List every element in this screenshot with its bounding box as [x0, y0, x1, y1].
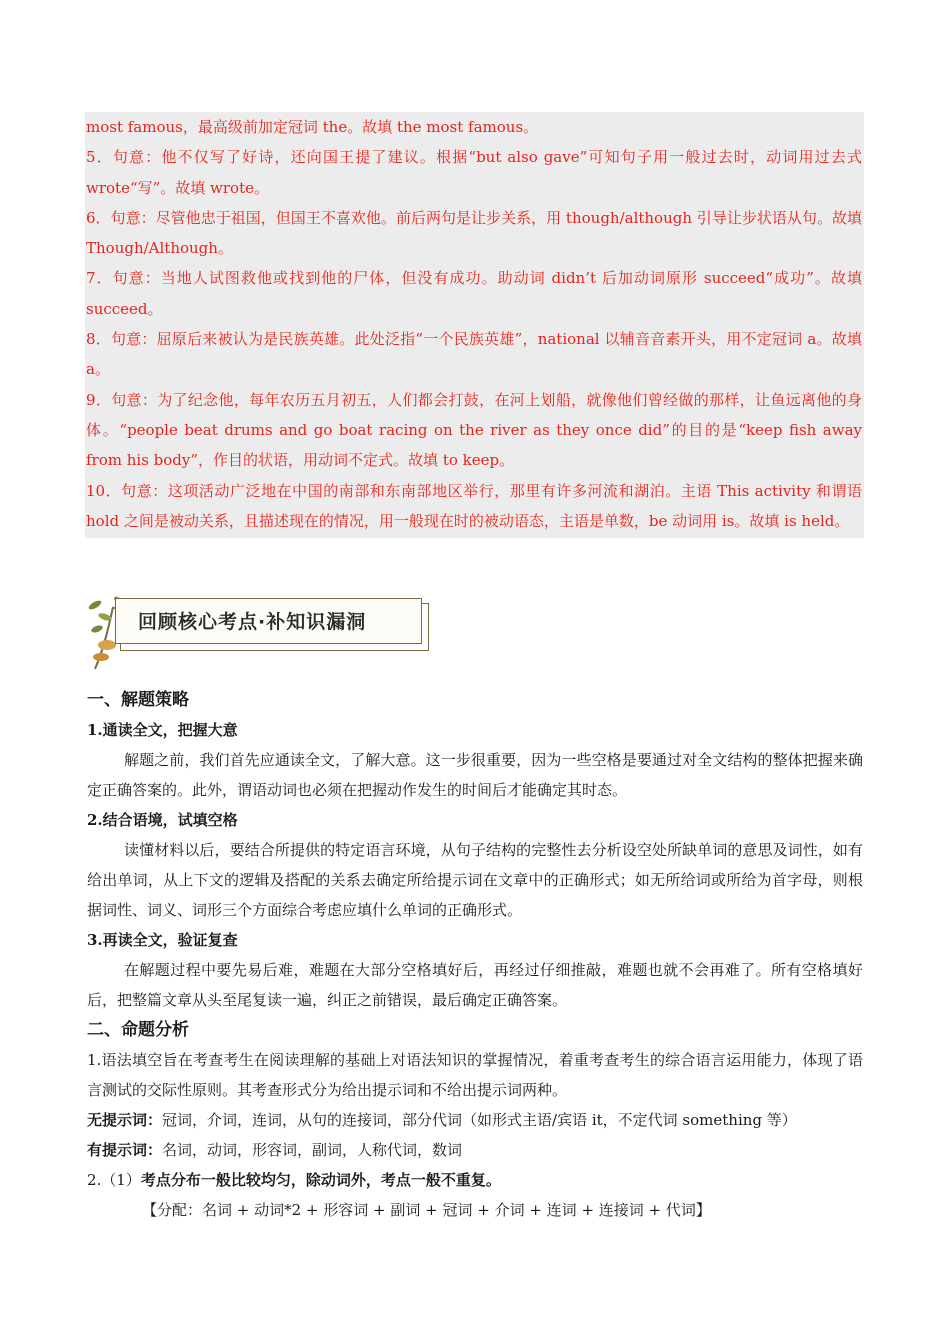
- no-hint-label: 无提示词：: [87, 1111, 163, 1129]
- answer-line: most famous，最高级前加定冠词 the。故填 the most famous。: [86, 118, 539, 136]
- section-heading: 二、命题分析: [87, 1020, 189, 1040]
- hint-label: 有提示词：: [87, 1141, 163, 1159]
- paragraph: 解题之前，我们首先应通读全文，了解大意。这一步很重要，因为一些空格是要通过对全文结构的整体把握来确定正确答案的。此外，谓语动词也必须在把握动作发生的时间后才能确定其时态。: [87, 751, 863, 799]
- section-heading: 一、解题策略: [87, 690, 189, 710]
- point-line: [87, 1165, 863, 1195]
- answer-line: 7．句意：当地人试图救他或找到他的尸体，但没有成功。助动词 didn’t 后加动词原形 succeed“成功”。故填 succeed。: [86, 269, 862, 318]
- answer-line: 10．句意：这项活动广泛地在中国的南部和东南部地区举行，那里有许多河流和湖泊。主语 This activity 和谓语 hold 之间是被动关系，且描述现在的情况，用一般现在时的被动语态，主语是单数，be 动词用 is。故填 is held。: [86, 481, 862, 530]
- distribution-line: 【分配：名词 + 动词*2 + 形容词 + 副词 + 冠词 + 介词 + 连词 + 连接词 + 代词】: [142, 1201, 711, 1219]
- hint-line: [87, 1135, 863, 1165]
- main-content: [87, 685, 863, 1225]
- subheading: 1.通读全文，把握大意: [87, 721, 238, 739]
- paragraph: 读懂材料以后，要结合所提供的特定语言环境，从句子结构的完整性去分析设空处所缺单词的意思及词性，如有给出单词，从上下文的逻辑及搭配的关系去确定所给提示词在文章中的正确形式；如无所给词或所给为首字母，则根据词性、词义、词形三个方面综合考虑应填什么单词的正确形式。: [87, 841, 863, 919]
- answer-line: 5．句意：他不仅写了好诗，还向国王提了建议。根据“but also gave”可知句子用一般过去时，动词用过去式 wrote“写”。故填 wrote。: [86, 148, 862, 197]
- banner-box: [115, 598, 422, 644]
- hint-text: 名词，动词，形容词，副词，人称代词，数词: [162, 1141, 463, 1159]
- point-text: 考点分布一般比较均匀，除动词外，考点一般不重复。: [140, 1171, 501, 1189]
- no-hint-line: [87, 1105, 863, 1135]
- paragraph: 1.语法填空旨在考查考生在阅读理解的基础上对语法知识的掌握情况，着重考查考生的综合语言运用能力，体现了语言测试的交际性原则。其考查形式分为给出提示词和不给出提示词两种。: [87, 1051, 863, 1099]
- subheading: 2.结合语境，试填空格: [87, 811, 238, 829]
- subheading: 3.再读全文，验证复查: [87, 931, 238, 949]
- banner-title: 回顾核心考点·补知识漏洞: [138, 611, 367, 633]
- answer-line: 6．句意：尽管他忠于祖国，但国王不喜欢他。前后两句是让步关系，用 though/although 引导让步状语从句。故填 Though/Although。: [86, 208, 862, 258]
- answer-line: 8．句意：屈原后来被认为是民族英雄。此处泛指“一个民族英雄”，national 以辅音音素开头，用不定冠词 a。故填 a。: [86, 330, 862, 379]
- section-banner: [85, 595, 430, 670]
- paragraph: 在解题过程中要先易后难，难题在大部分空格填好后，再经过仔细推敲，难题也就不会再难了。所有空格填好后，把整篇文章从头至尾复读一遍，纠正之前错误，最后确定正确答案。: [87, 961, 863, 1009]
- point-prefix: 2.（1）: [87, 1171, 141, 1189]
- no-hint-text: 冠词，介词，连词，从句的连接词，部分代词（如形式主语/宾语 it，不定代词 something 等）: [162, 1111, 797, 1129]
- answer-explanations: [85, 112, 864, 538]
- answer-line: 9．句意：为了纪念他，每年农历五月初五，人们都会打鼓，在河上划船，就像他们曾经做的那样，让鱼远离他的身体。“people beat drums and go boat racing on the river as they once did”的目的是“keep fish away from his body”，作目的状语，用动词不定式。故填 to keep。: [86, 390, 862, 470]
